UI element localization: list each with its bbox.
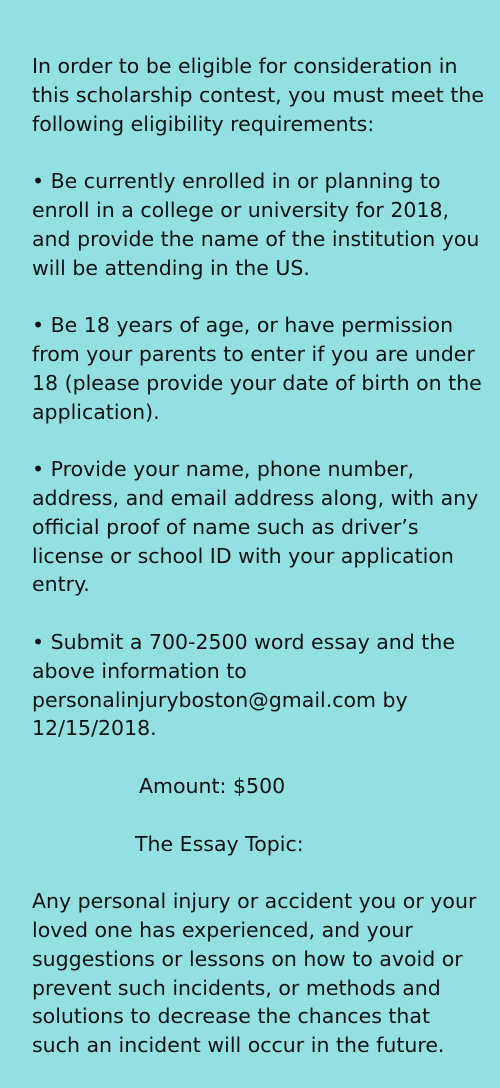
requirement-age: • Be 18 years of age, or have permission from your parents to enter if you are under 18 (please provide your date of birth on the application). bbox=[32, 313, 482, 424]
essay-topic-description: Any personal injury or accident you or your loved one has experienced, and your suggestions or lessons on how to avoid or prevent such incidents, or methods and solutions to decrease the chances that such an incident will occur in the future. bbox=[32, 889, 477, 1058]
eligibility-intro: In order to be eligible for consideration in this scholarship contest, you must meet the following eligibility requirements: bbox=[32, 54, 484, 136]
essay-topic-heading: The Essay Topic: bbox=[135, 831, 304, 856]
requirement-essay-submission: • Submit a 700-2500 word essay and the above information to personalinjuryboston@gmail.com by 12/15/2018. bbox=[32, 629, 455, 741]
scholarship-amount: Amount: $500 bbox=[139, 773, 286, 798]
requirement-enrollment: • Be currently enrolled in or planning to enroll in a college or university for 2018, and provide the name of the institution you will be attending in the US. bbox=[32, 169, 480, 280]
requirement-contact-info: • Provide your name, phone number, address, and email address along, with any official proof of name such as driver’s license or school ID with your application entry. bbox=[32, 457, 479, 597]
